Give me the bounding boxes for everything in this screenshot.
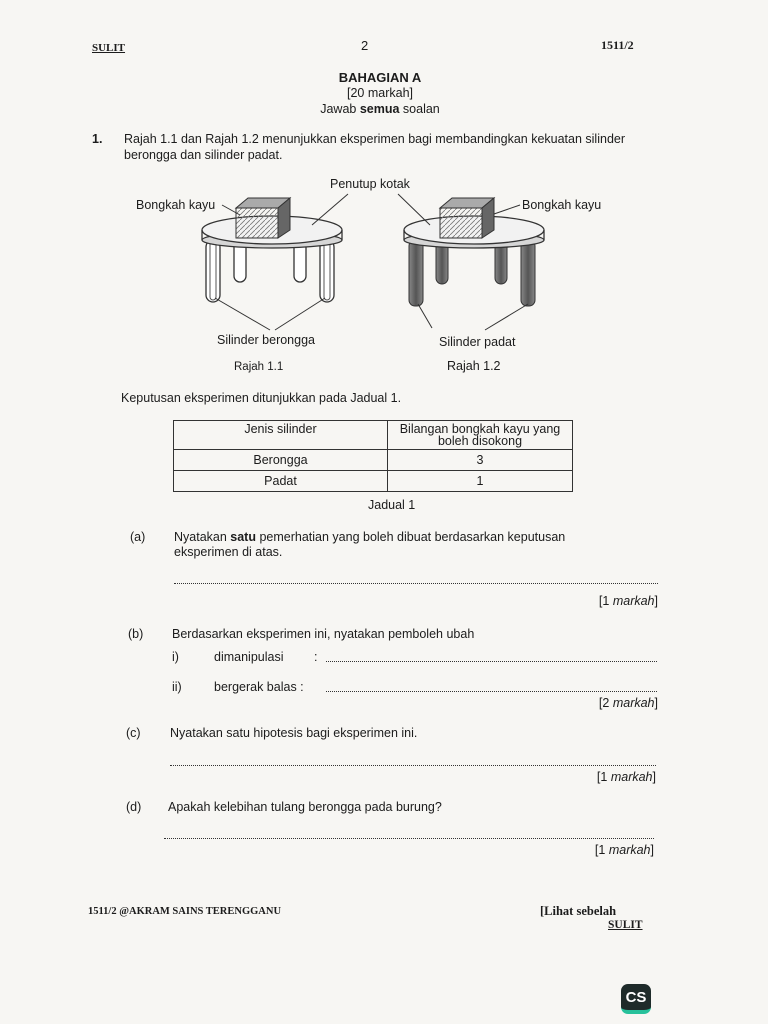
label-block-left: Bongkah kayu [136,198,216,212]
table-cell: Padat [174,471,388,492]
section-instruction: Jawab semua soalan [320,102,440,116]
table-cell: 3 [388,450,573,471]
part-c-text: Nyatakan satu hipotesis bagi eksperimen ini. [170,726,418,740]
header-sulit: SULIT [92,42,126,54]
results-table [173,420,573,492]
part-b-i-text: dimanipulasi [214,650,284,664]
part-a-label: (a) [130,530,146,544]
table-header-cylinder-type: Jenis silinder [174,421,388,450]
table-row [174,471,573,492]
part-d-label: (d) [126,800,142,814]
part-b-i-label: i) [172,650,179,664]
question-number: 1. [92,132,103,146]
part-c-marks: [1 markah] [596,770,656,784]
answer-line-b-i[interactable] [326,661,657,662]
part-b-ii-label: ii) [172,680,182,694]
caption-rajah-1-1: Rajah 1.1 [234,361,284,373]
part-a-marks: [1 markah] [598,594,658,608]
table-header-block-count: Bilangan bongkah kayu yang boleh disokong [388,421,573,450]
label-solid-cylinder: Silinder padat [439,335,516,349]
section-marks: [20 markah] [346,86,413,100]
question-intro-line2: berongga dan silinder padat. [124,148,283,162]
paper-code: 1511/2 [601,38,634,52]
footer-code: 1511/2 @AKRAM SAINS TERENGGANU [88,906,282,917]
part-a-text: Nyatakan satu pemerhatian yang boleh dibuat berdasarkan keputusan [174,530,566,544]
part-b-marks: [2 markah] [598,696,658,710]
hollow-cylinder-table [202,198,342,302]
part-a-text-line2: eksperimen di atas. [174,545,283,559]
experiment-figure [0,170,768,380]
answer-line-b-ii[interactable] [326,691,657,692]
part-b-text: Berdasarkan eksperimen ini, nyatakan pemboleh ubah [172,627,475,641]
caption-rajah-1-2: Rajah 1.2 [447,359,501,373]
solid-cylinder-table [404,198,544,306]
table-cell: Berongga [174,450,388,471]
footer-sulit: SULIT [608,919,643,931]
table-caption: Jadual 1 [368,498,416,512]
part-b-i-colon: : [314,650,318,664]
label-block-right: Bongkah kayu [522,198,602,212]
camscanner-logo-icon: CS [621,984,651,1014]
answer-line-c[interactable] [170,765,656,766]
footer-next-page: [Lihat sebelah [540,904,617,918]
page-number: 2 [361,38,369,53]
label-lid: Penutup kotak [330,177,410,191]
part-c-label: (c) [126,726,141,740]
table-header-row [174,421,573,450]
part-b-label: (b) [128,627,144,641]
label-hollow-cylinder: Silinder berongga [217,333,315,347]
question-intro-line1: Rajah 1.1 dan Rajah 1.2 menunjukkan eksperimen bagi membandingkan kekuatan silinder [124,132,626,146]
answer-line-d[interactable] [164,838,654,839]
answer-line-a[interactable] [174,583,658,584]
part-b-ii-text: bergerak balas : [214,680,304,694]
table-intro: Keputusan eksperimen ditunjukkan pada Jadual 1. [121,391,402,405]
section-title: BAHAGIAN A [338,70,422,85]
part-d-marks: [1 markah] [594,843,654,857]
table-cell: 1 [388,471,573,492]
part-d-text: Apakah kelebihan tulang berongga pada burung? [168,800,442,814]
table-row [174,450,573,471]
